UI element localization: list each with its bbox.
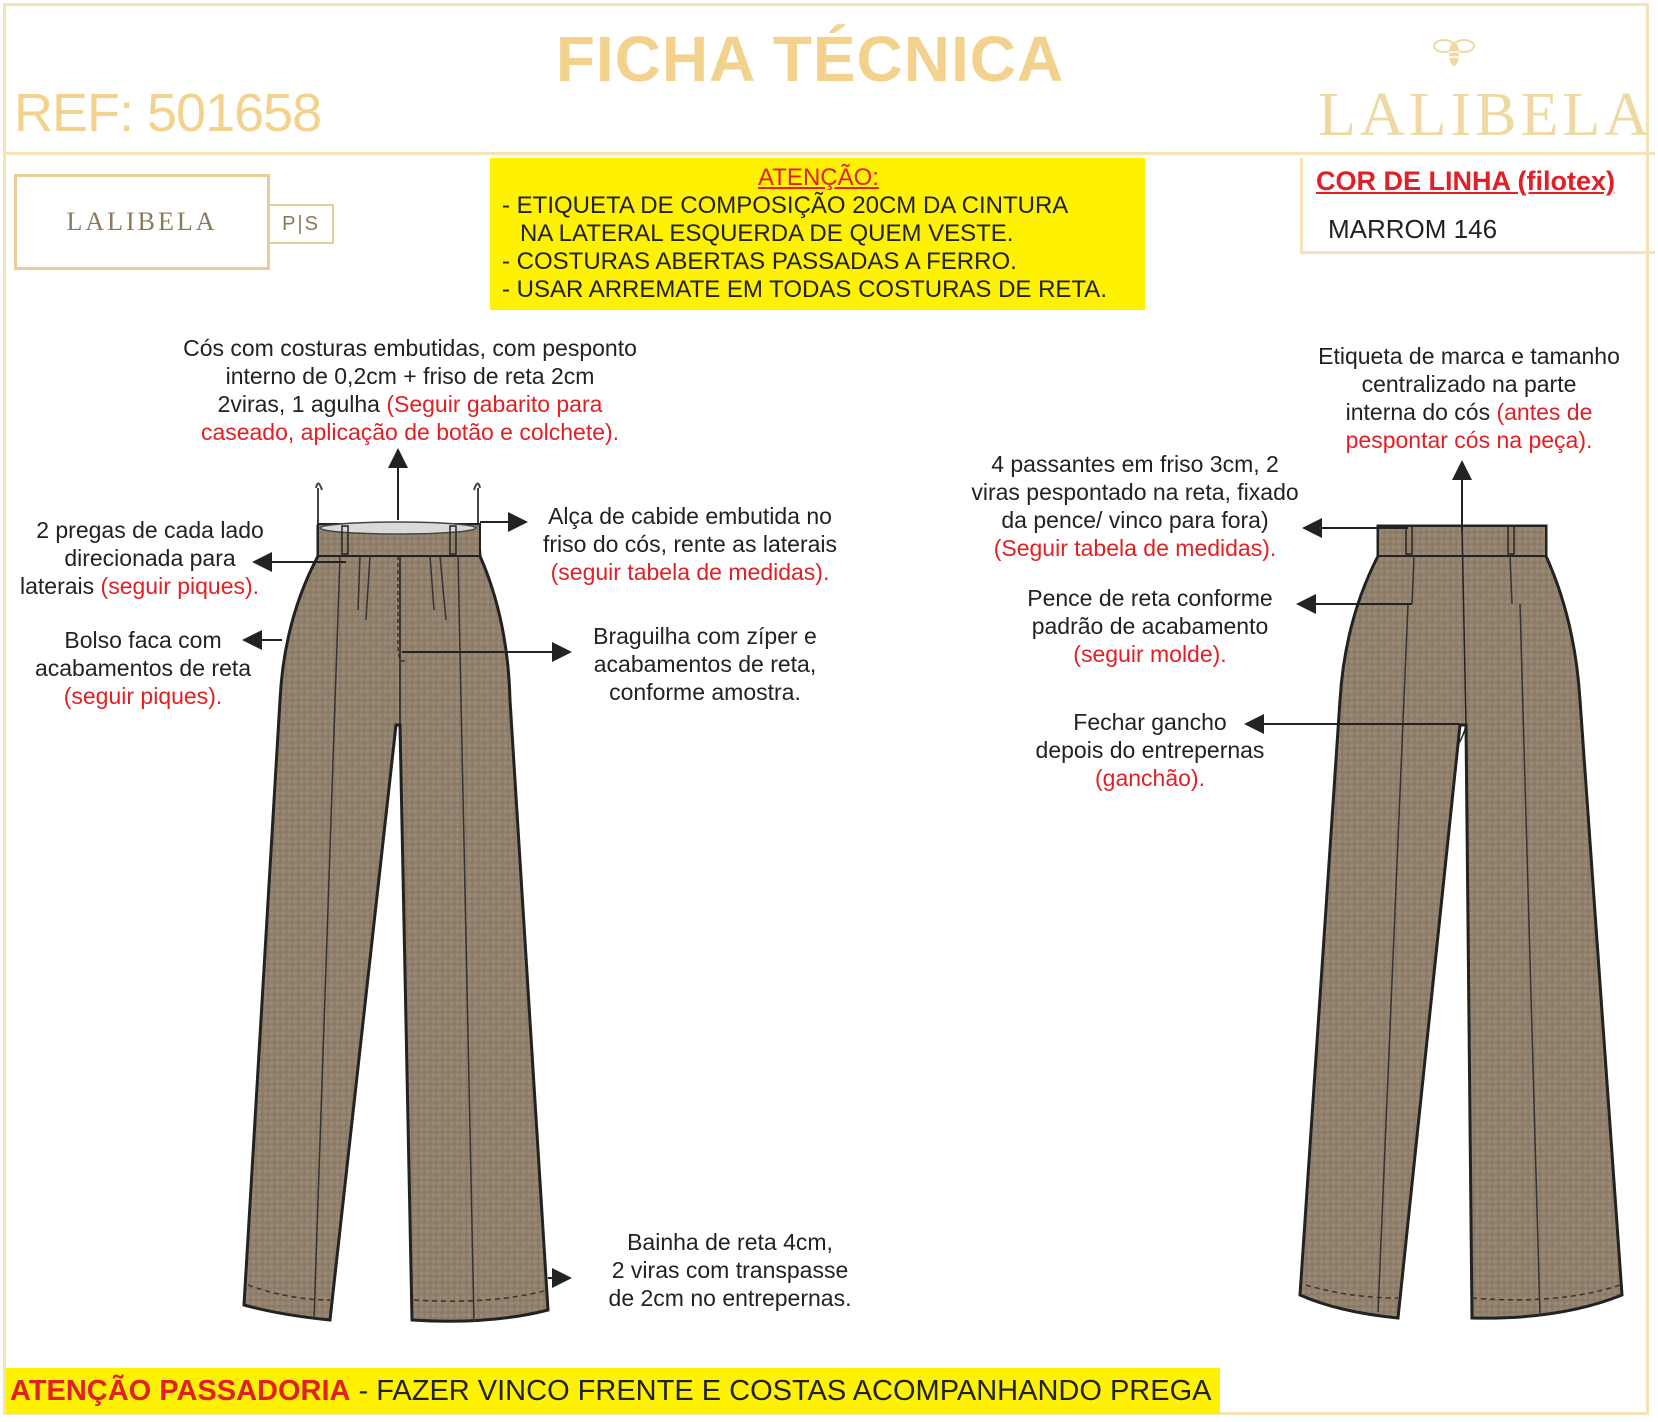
front-trousers-body [244,526,548,1321]
size-label-tag: P|S [270,204,334,244]
pressing-attention-label: ATENÇÃO PASSADORIA [10,1375,351,1407]
note-pregas: 2 pregas de cada lado direcionada para laterais (seguir piques). [20,517,264,599]
attention-heading: ATENÇÃO: [758,164,879,191]
thread-color-heading: COR DE LINHA (filotex) [1316,166,1615,196]
thread-color-value: MARROM 146 [1328,214,1498,244]
pressing-attention-text: - FAZER VINCO FRENTE E COSTAS ACOMPANHANDO PREGA [350,1375,1212,1407]
note-gancho: Fechar gancho depois do entrepernas (ganchão). [1035,709,1265,791]
brand-logo: LALIBELA [1318,81,1654,149]
note-bolso: Bolso faca com acabamentos de reta (seguir piques). [34,627,252,709]
reference-number: REF: 501658 [14,83,322,143]
page-title: FICHA TÉCNICA [555,23,1065,95]
note-cos: Cós com costuras embutidas, com pesponto interno de 0,2cm + friso de reta 2cm 2viras, 1 agulha (Seguir gabarito para caseado, aplicação de botão e colchete). [183,335,637,445]
note-bainha: Bainha de reta 4cm, 2 viras com transpasse de 2cm no entrepernas. [608,1229,852,1311]
attention-line: - ETIQUETA DE COMPOSIÇÃO 20CM DA CINTURA [502,192,1069,219]
brand-label-tag: LALIBELA [14,174,270,270]
note-passantes: 4 passantes em friso 3cm, 2 viras pespontado na reta, fixado da pence/ vinco para fora) (Seguir tabela de medidas). [971,451,1299,561]
back-trousers-body [1300,526,1622,1318]
pressing-attention-banner [6,1368,1220,1414]
back-trousers-drawing [1300,526,1622,1318]
note-etiqueta: Etiqueta de marca e tamanho centralizado na parte interna do cós (antes de pespontar cós na peça). [1318,343,1620,453]
attention-line: - USAR ARREMATE EM TODAS COSTURAS DE RETA. [502,276,1107,303]
attention-line: NA LATERAL ESQUERDA DE QUEM VESTE. [520,220,1014,247]
note-pence: Pence de reta conforme padrão de acabamento (seguir molde). [1027,585,1273,667]
note-braguilha: Braguilha com zíper e acabamentos de reta, conforme amostra. [593,623,817,705]
front-trousers-drawing [244,483,548,1322]
note-alca: Alça de cabide embutida no friso do cós, rente as laterais (seguir tabela de medidas). [542,503,838,585]
attention-line: - COSTURAS ABERTAS PASSADAS A FERRO. [502,248,1017,275]
